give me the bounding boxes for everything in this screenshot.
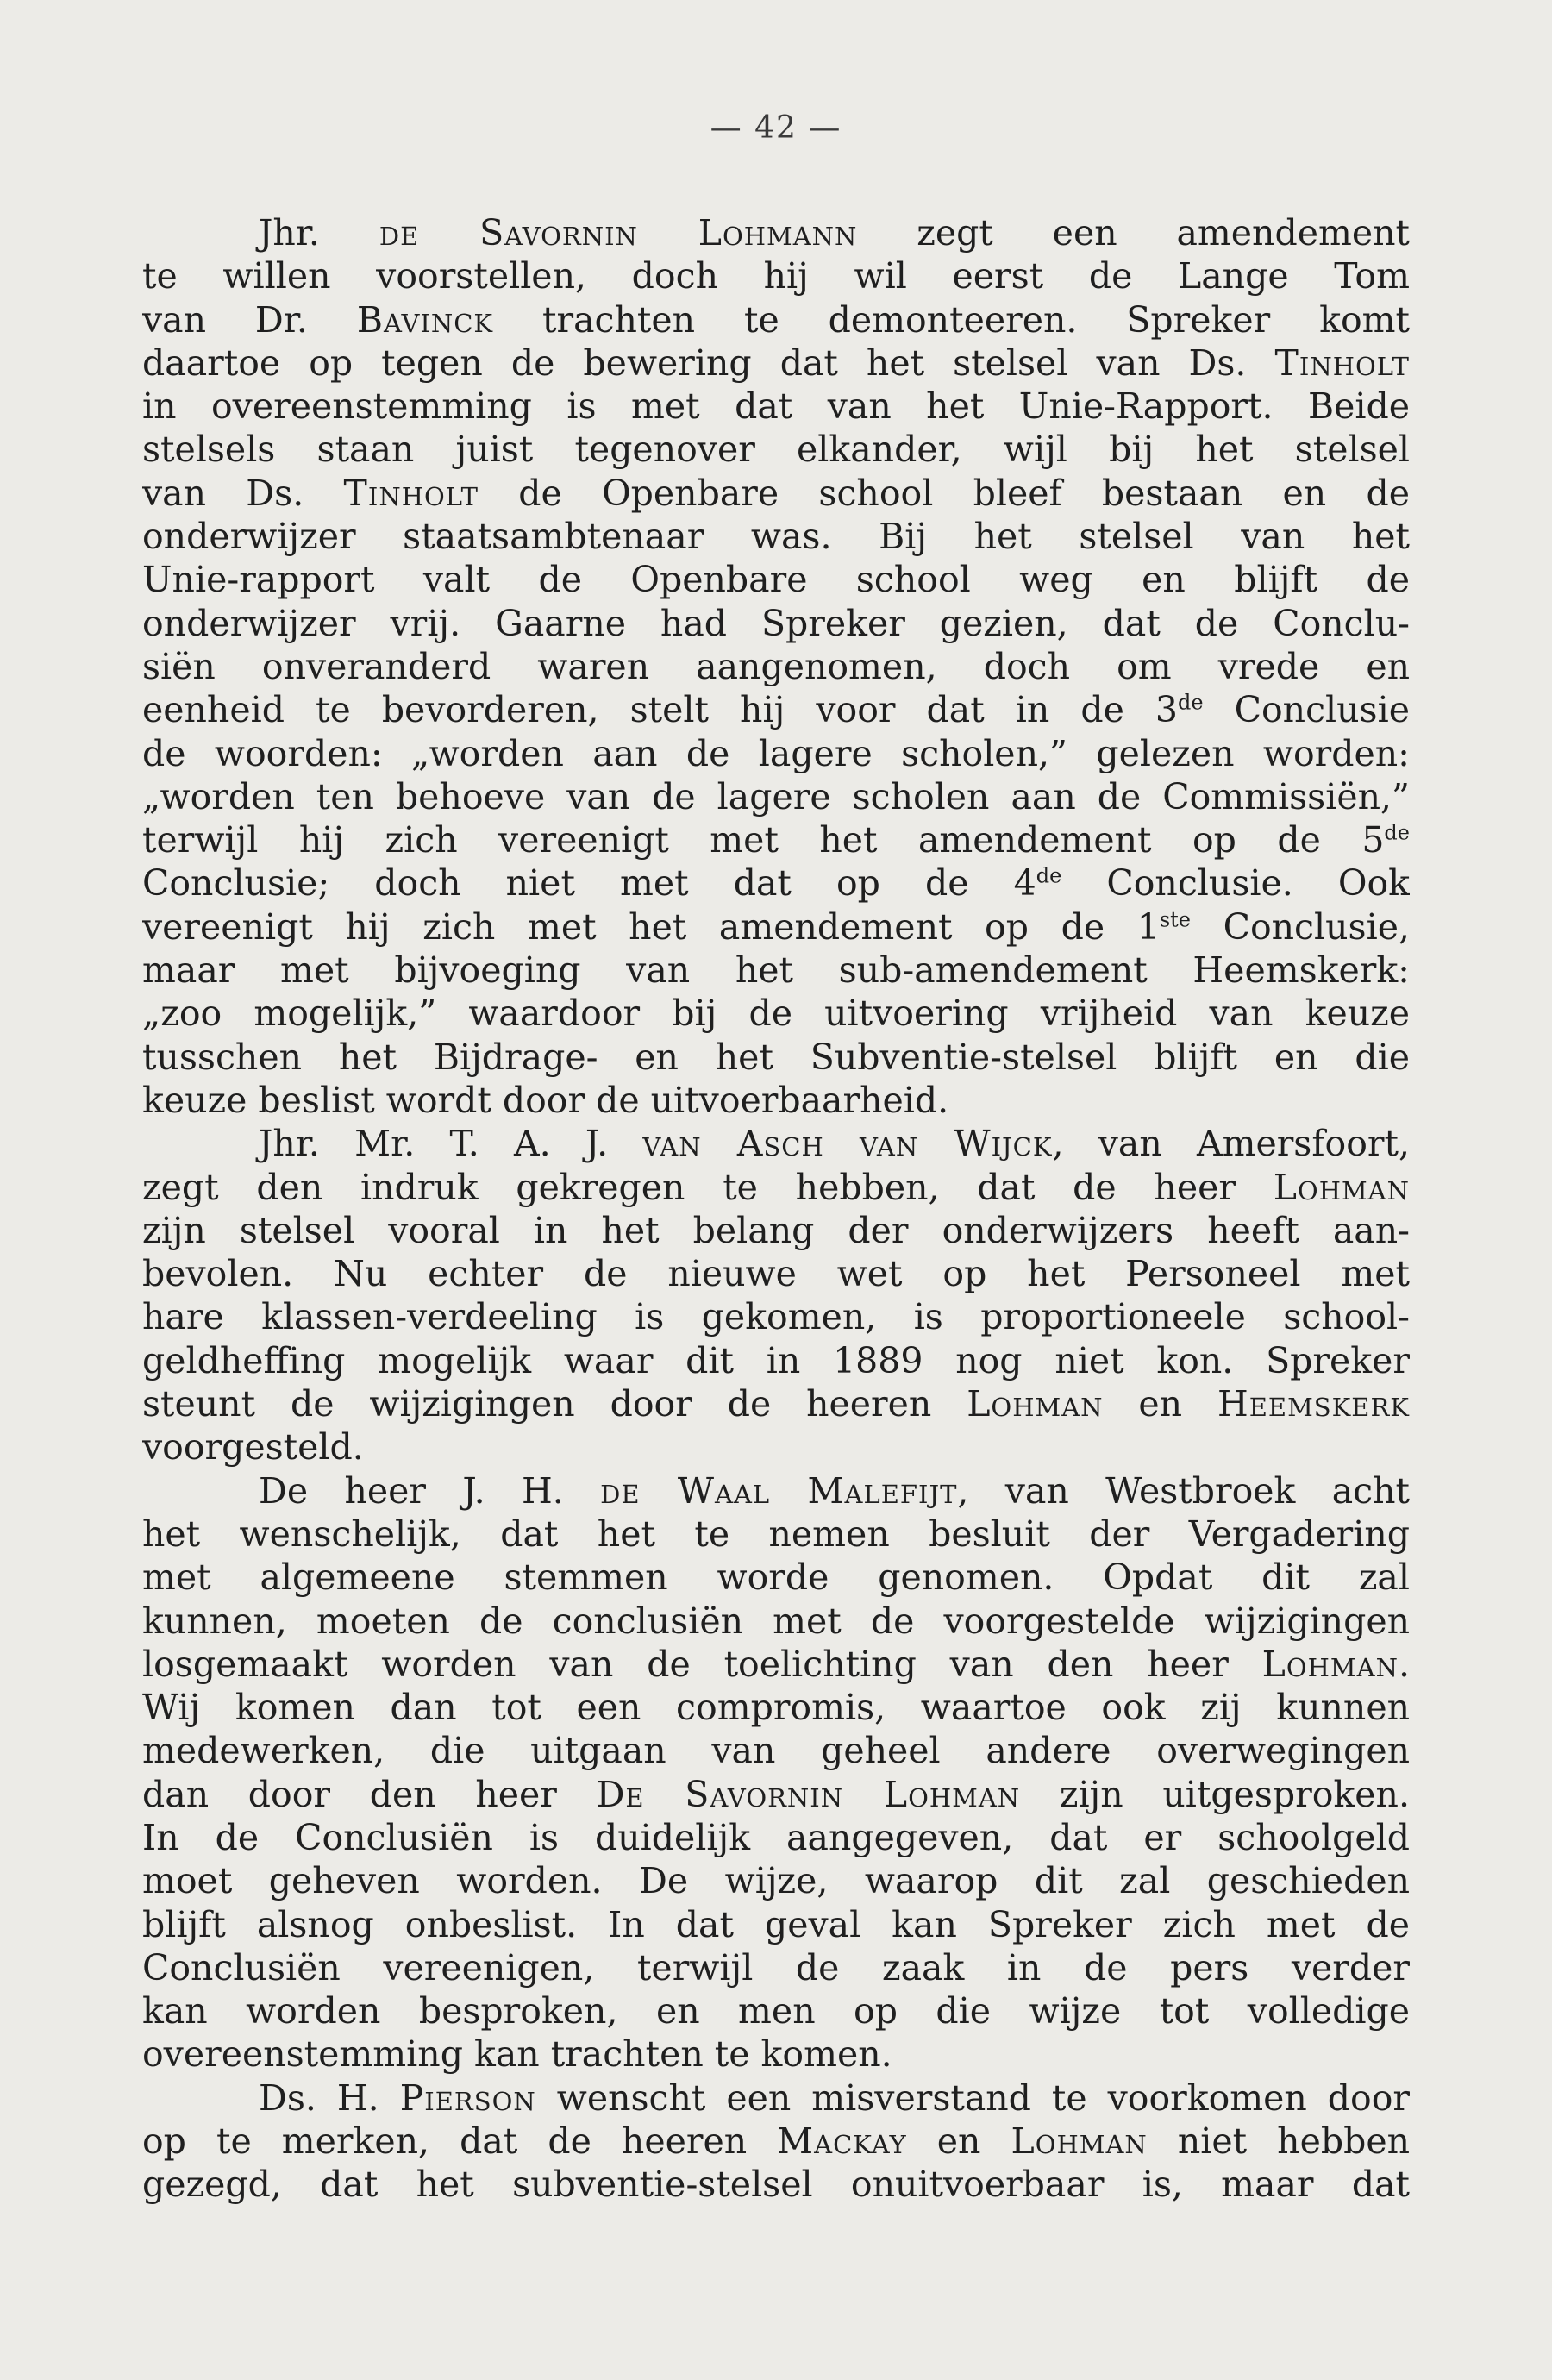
text-line: In de Conclusiën is duidelijk aangegeven, dat er schoolgeld [142,1816,1410,1858]
text-line: eenheid te bevorderen, stelt hij voor dat in de 3de Conclusie [142,689,1410,731]
text-line: in overeenstemming is met dat van het Unie-Rapport. Beide [142,385,1410,428]
text-line: op te merken, dat de heeren Mackay en Lohman niet hebben [142,2120,1410,2163]
text-line: onderwijzer staatsambtenaar was. Bij het stelsel van het [142,516,1410,558]
text-line: Conclusiën vereenigen, terwijl de zaak in de pers verder [142,1946,1410,1989]
text-line: keuze beslist wordt door de uitvoerbaarheid. [142,1079,949,1121]
text-line: gezegd, dat het subventie-stelsel onuitvoerbaar is, maar dat [142,2164,1410,2206]
text-line: voorgesteld. [142,1426,364,1469]
text-line: zegt den indruk gekregen te hebben, dat de heer Lohman [142,1166,1410,1208]
text-line: terwijl hij zich vereenigt met het amendement op de 5de [142,819,1410,861]
text-line: overeenstemming kan trachten te komen. [142,2033,892,2076]
text-line: tusschen het Bijdrage- en het Subventie-stelsel blijft en die [142,1036,1410,1078]
text-line: de woorden: „worden aan de lagere scholen,” gelezen worden: [142,732,1410,774]
body-text [142,211,1410,2207]
text-line: vereenigt hij zich met het amendement op de 1ste Conclusie, [142,905,1410,948]
text-line: Wij komen dan tot een compromis, waartoe ook zij kunnen [142,1687,1410,1729]
text-line: Jhr. de Savornin Lohmann zegt een amendement [259,212,1410,254]
text-line: medewerken, die uitgaan van geheel andere overwegingen [142,1730,1410,1772]
text-line: te willen voorstellen, doch hij wil eerst de Lange Tom [142,255,1410,298]
text-line: onderwijzer vrij. Gaarne had Spreker gezien, dat de Conclu- [142,602,1410,644]
text-line: Ds. H. Pierson wenscht een misverstand te voorkomen door [259,2076,1410,2119]
text-line: van Ds. Tinholt de Openbare school bleef bestaan en de [142,472,1410,514]
text-line: De heer J. H. de Waal Malefijt, van Westbroek acht [259,1469,1410,1512]
text-line: Conclusie; doch niet met dat op de 4de Conclusie. Ook [142,862,1410,905]
text-line: „zoo mogelijk,” waardoor bij de uitvoering vrijheid van keuze [142,993,1410,1035]
text-line: het wenschelijk, dat het te nemen besluit der Vergadering [142,1513,1410,1555]
text-line: „worden ten behoeve van de lagere scholen aan de Commissiën,” [142,775,1410,817]
text-line: hare klassen-verdeeling is gekomen, is proportioneele school- [142,1296,1410,1338]
text-line: maar met bijvoeging van het sub-amendement Heemskerk: [142,949,1410,992]
text-line: Jhr. Mr. T. A. J. van Asch van Wijck, van Amersfoort, [259,1123,1410,1165]
text-line: kunnen, moeten de conclusiën met de voorgestelde wijzigingen [142,1600,1410,1642]
text-line: zijn stelsel vooral in het belang der onderwijzers heeft aan- [142,1209,1410,1251]
text-line: blijft alsnog onbeslist. In dat geval kan Spreker zich met de [142,1903,1410,1945]
text-line: daartoe op tegen de bewering dat het stelsel van Ds. Tinholt [142,341,1410,384]
text-line: kan worden besproken, en men op die wijze tot volledige [142,1990,1410,2032]
text-line: bevolen. Nu echter de nieuwe wet op het Personeel met [142,1253,1410,1295]
text-line: stelsels staan juist tegenover elkander, wijl bij het stelsel [142,429,1410,471]
page-number: — 42 — [710,110,842,146]
text-line: losgemaakt worden van de toelichting van den heer Lohman. [142,1643,1410,1685]
text-line: van Dr. Bavinck trachten te demonteeren. Spreker komt [142,298,1410,341]
text-line: geldheffing mogelijk waar dit in 1889 nog niet kon. Spreker [142,1339,1410,1381]
text-line: dan door den heer De Savornin Lohman zijn uitgesproken. [142,1773,1410,1815]
text-line: steunt de wijzigingen door de heeren Lohman en Heemskerk [142,1383,1410,1425]
text-line: siën onveranderd waren aangenomen, doch om vrede en [142,645,1410,687]
text-line: Unie-rapport valt de Openbare school weg en blijft de [142,559,1410,601]
text-line: met algemeene stemmen worde genomen. Opdat dit zal [142,1556,1410,1599]
text-line: moet geheven worden. De wijze, waarop dit zal geschieden [142,1860,1410,1902]
